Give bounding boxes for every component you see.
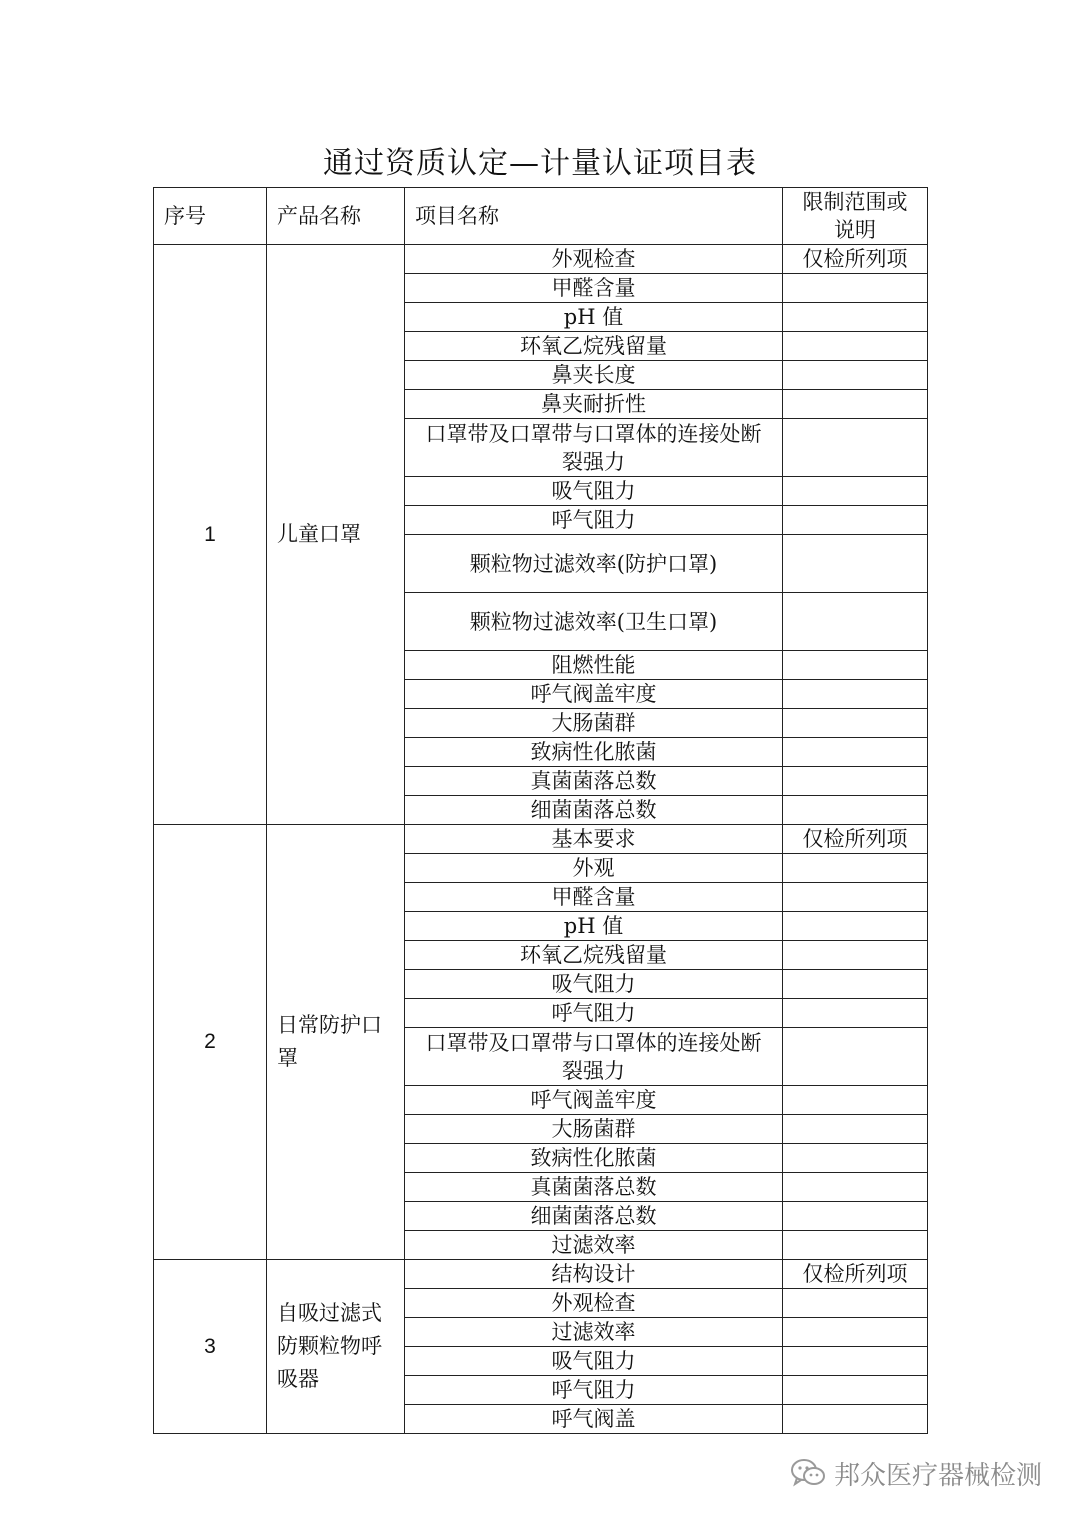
limit-cell <box>783 767 928 796</box>
item-name-cell: 基本要求 <box>405 825 783 854</box>
limit-cell <box>783 970 928 999</box>
limit-cell <box>783 1115 928 1144</box>
seq-cell: 2 <box>154 825 267 1260</box>
limit-cell <box>783 1173 928 1202</box>
item-name-cell: 呼气阻力 <box>405 1376 783 1405</box>
item-name-cell: 呼气阀盖牢度 <box>405 680 783 709</box>
item-name-cell: 甲醛含量 <box>405 883 783 912</box>
limit-cell <box>783 332 928 361</box>
item-name-cell: 颗粒物过滤效率(防护口罩) <box>405 535 783 593</box>
limit-cell <box>783 854 928 883</box>
limit-cell <box>783 1289 928 1318</box>
product-name-cell: 自吸过滤式防颗粒物呼吸器 <box>267 1260 405 1434</box>
limit-cell <box>783 419 928 477</box>
limit-cell <box>783 535 928 593</box>
item-name-cell: 呼气阻力 <box>405 999 783 1028</box>
header-limit-line2: 说明 <box>834 218 876 242</box>
item-name-cell: 细菌菌落总数 <box>405 1202 783 1231</box>
item-name-cell: 环氧乙烷残留量 <box>405 941 783 970</box>
product-name-cell: 儿童口罩 <box>267 245 405 825</box>
limit-cell <box>783 651 928 680</box>
item-name-cell: pH 值 <box>405 303 783 332</box>
item-name-cell: 大肠菌群 <box>405 1115 783 1144</box>
limit-cell <box>783 1318 928 1347</box>
table-header-row <box>154 188 928 245</box>
table-row <box>154 1260 928 1289</box>
item-name-cell: 吸气阻力 <box>405 477 783 506</box>
limit-cell <box>783 709 928 738</box>
limit-cell <box>783 912 928 941</box>
limit-cell: 仅检所列项 <box>783 825 928 854</box>
item-name-cell: 吸气阻力 <box>405 1347 783 1376</box>
item-name-cell: 鼻夹耐折性 <box>405 390 783 419</box>
limit-cell <box>783 1231 928 1260</box>
limit-cell <box>783 941 928 970</box>
limit-cell <box>783 1202 928 1231</box>
item-name-cell: 真菌菌落总数 <box>405 767 783 796</box>
item-name-cell: 呼气阀盖牢度 <box>405 1086 783 1115</box>
limit-cell <box>783 1376 928 1405</box>
limit-cell: 仅检所列项 <box>783 245 928 274</box>
limit-cell <box>783 390 928 419</box>
limit-cell <box>783 361 928 390</box>
item-name-cell: 过滤效率 <box>405 1318 783 1347</box>
item-name-cell: 外观检查 <box>405 245 783 274</box>
page-title: 通过资质认定—计量认证项目表 <box>323 146 757 181</box>
item-name-cell: 阻燃性能 <box>405 651 783 680</box>
limit-cell <box>783 1144 928 1173</box>
limit-cell <box>783 593 928 651</box>
limit-cell: 仅检所列项 <box>783 1260 928 1289</box>
limit-cell <box>783 1347 928 1376</box>
wechat-icon <box>790 1458 826 1488</box>
item-name-cell: 外观 <box>405 854 783 883</box>
watermark-text: 邦众医疗器械检测 <box>834 1460 1043 1491</box>
limit-cell <box>783 477 928 506</box>
item-name-cell: 致病性化脓菌 <box>405 738 783 767</box>
items-table <box>153 187 928 1434</box>
limit-cell <box>783 680 928 709</box>
item-name-cell: 环氧乙烷残留量 <box>405 332 783 361</box>
item-name-cell: 结构设计 <box>405 1260 783 1289</box>
limit-cell <box>783 1405 928 1434</box>
header-product: 产品名称 <box>267 188 405 245</box>
header-item: 项目名称 <box>405 188 783 245</box>
seq-cell: 1 <box>154 245 267 825</box>
watermark <box>790 1456 1042 1490</box>
header-seq: 序号 <box>154 188 267 245</box>
limit-cell <box>783 796 928 825</box>
item-name-cell: 致病性化脓菌 <box>405 1144 783 1173</box>
item-name-cell: 呼气阻力 <box>405 506 783 535</box>
product-name-cell: 日常防护口罩 <box>267 825 405 1260</box>
item-name-cell: 口罩带及口罩带与口罩体的连接处断裂强力 <box>405 419 783 477</box>
item-name-cell: 口罩带及口罩带与口罩体的连接处断裂强力 <box>405 1028 783 1086</box>
limit-cell <box>783 303 928 332</box>
item-name-cell: 鼻夹长度 <box>405 361 783 390</box>
item-name-cell: pH 值 <box>405 912 783 941</box>
limit-cell <box>783 883 928 912</box>
table-row <box>154 245 928 274</box>
header-limit <box>783 188 928 245</box>
item-name-cell: 呼气阀盖 <box>405 1405 783 1434</box>
item-name-cell: 真菌菌落总数 <box>405 1173 783 1202</box>
limit-cell <box>783 738 928 767</box>
limit-cell <box>783 1086 928 1115</box>
limit-cell <box>783 506 928 535</box>
item-name-cell: 外观检查 <box>405 1289 783 1318</box>
limit-cell <box>783 274 928 303</box>
item-name-cell: 细菌菌落总数 <box>405 796 783 825</box>
header-limit-line1: 限制范围或 <box>802 190 908 214</box>
item-name-cell: 甲醛含量 <box>405 274 783 303</box>
limit-cell <box>783 999 928 1028</box>
item-name-cell: 大肠菌群 <box>405 709 783 738</box>
item-name-cell: 吸气阻力 <box>405 970 783 999</box>
table-row <box>154 825 928 854</box>
item-name-cell: 过滤效率 <box>405 1231 783 1260</box>
item-name-cell: 颗粒物过滤效率(卫生口罩) <box>405 593 783 651</box>
seq-cell: 3 <box>154 1260 267 1434</box>
limit-cell <box>783 1028 928 1086</box>
